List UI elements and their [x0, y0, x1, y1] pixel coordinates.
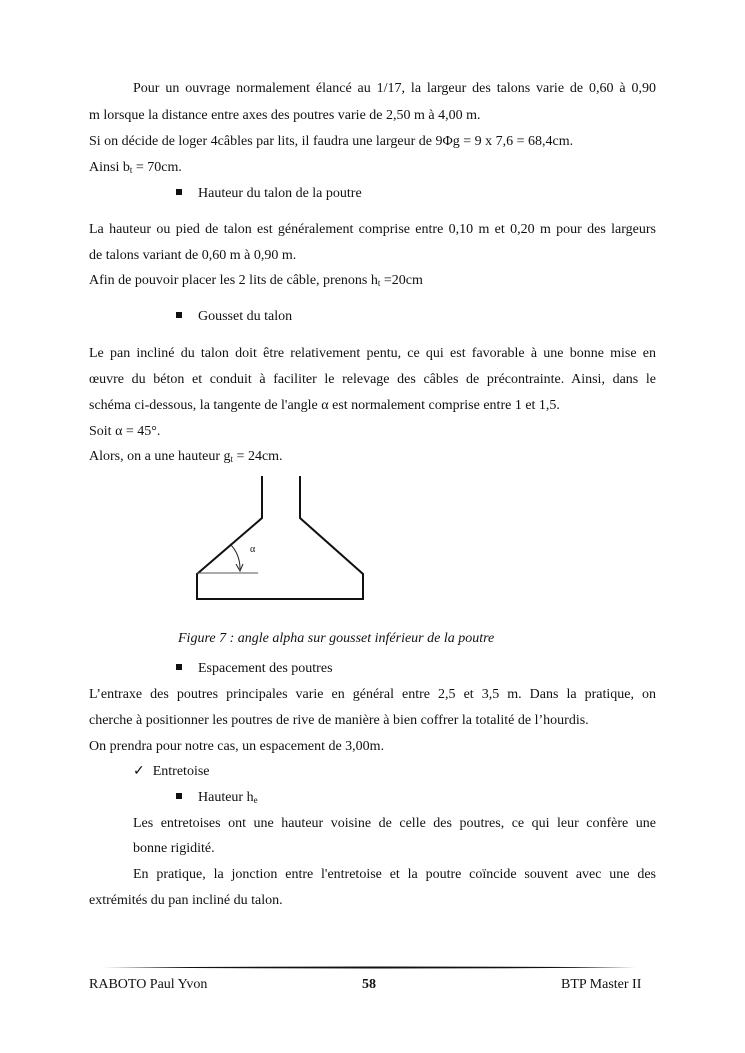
- text-line: bonne rigidité.: [133, 841, 215, 856]
- bullet-label: Gousset du talon: [198, 309, 293, 324]
- text-line: Soit α = 45°.: [89, 424, 161, 439]
- subscript: e: [253, 795, 258, 805]
- text-line: extrémités du pan incliné du talon.: [89, 893, 283, 908]
- text-line: [89, 448, 656, 468]
- bullet-item: [176, 308, 292, 325]
- square-bullet-icon: [176, 664, 182, 670]
- text-line: de talons variant de 0,60 m à 0,90 m.: [89, 248, 297, 263]
- text-fragment: = 70cm.: [132, 160, 182, 175]
- check-label: Entretoise: [152, 764, 210, 779]
- subscript: t: [129, 165, 133, 175]
- footer-course: BTP Master II: [561, 977, 642, 992]
- text-line: [89, 272, 656, 292]
- bullet-label: Espacement des poutres: [198, 661, 333, 676]
- square-bullet-icon: [176, 312, 182, 318]
- square-bullet-icon: [176, 793, 182, 799]
- text-line: La hauteur ou pied de talon est généralement comprise entre 0,10 m et 0,20 m pour des largeurs: [89, 222, 656, 237]
- figure-caption: Figure 7 : angle alpha sur gousset inférieur de la poutre: [178, 631, 495, 646]
- text-line: Si on décide de loger 4câbles par lits, il faudra une largeur de 9Φg = 9 x 7,6 = 68,4cm.: [89, 134, 574, 149]
- bullet-item: [176, 660, 333, 677]
- text-line: L’entraxe des poutres principales varie en général entre 2,5 et 3,5 m. Dans la pratique, on: [89, 687, 656, 702]
- text-line: On prendra pour notre cas, un espacement de 3,00m.: [89, 739, 385, 754]
- talon-gousset-figure: [178, 474, 408, 624]
- text-line: En pratique, la jonction entre l'entretoise et la poutre coïncide souvent avec une des: [133, 867, 656, 882]
- text-line: [89, 159, 656, 179]
- text-line: cherche à positionner les poutres de rive de manière à bien coffrer la totalité de l’hourdis.: [89, 713, 589, 728]
- alpha-label: α: [250, 544, 256, 555]
- footer-divider: [103, 966, 641, 969]
- text-line: Pour un ouvrage normalement élancé au 1/17, la largeur des talons varie de 0,60 à 0,90: [133, 81, 656, 96]
- bullet-item: [176, 789, 258, 809]
- text-fragment: = 24cm.: [233, 449, 283, 464]
- subscript: t: [230, 454, 234, 464]
- text-line: m lorsque la distance entre axes des poutres varie de 2,50 m à 4,00 m.: [89, 108, 481, 123]
- page-number: 58: [362, 977, 376, 992]
- bullet-label: Hauteur du talon de la poutre: [198, 186, 362, 201]
- text-line: Les entretoises ont une hauteur voisine de celle des poutres, ce qui leur confère une: [133, 816, 656, 831]
- text-line: Le pan incliné du talon doit être relativement pentu, ce qui est favorable à une bonne mise en: [89, 346, 656, 361]
- footer-author: RABOTO Paul Yvon: [89, 977, 208, 992]
- text-fragment: Afin de pouvoir placer les 2 lits de câble, prenons h: [89, 273, 378, 288]
- bullet-label: Hauteur h: [198, 790, 254, 805]
- text-line: œuvre du béton et conduit à faciliter le relevage des câbles de précontrainte. Ainsi, dans le: [89, 372, 656, 387]
- text-fragment: Alors, on a une hauteur g: [89, 449, 231, 464]
- checkmark-icon: ✓: [133, 764, 145, 779]
- text-fragment: Ainsi b: [89, 160, 130, 175]
- subscript: t: [377, 278, 381, 288]
- text-fragment: =20cm: [380, 273, 423, 288]
- square-bullet-icon: [176, 189, 182, 195]
- bullet-item: [176, 185, 362, 202]
- text-line: schéma ci-dessous, la tangente de l'angle α est normalement comprise entre 1 et 1,5.: [89, 398, 560, 413]
- check-item: [133, 763, 210, 780]
